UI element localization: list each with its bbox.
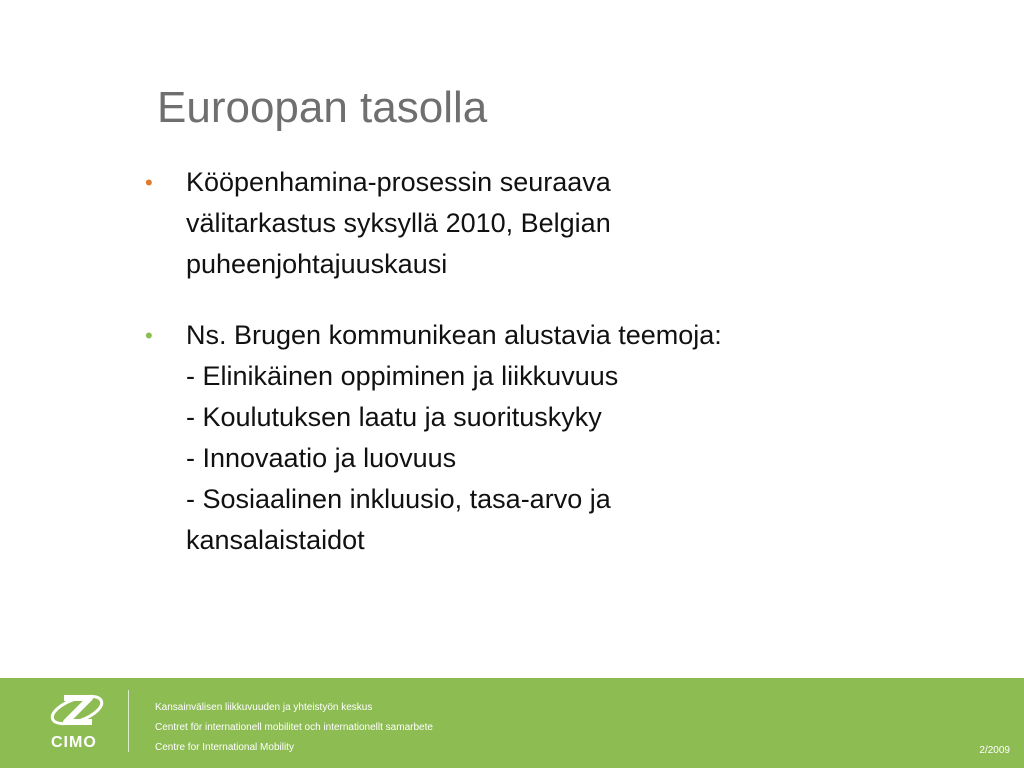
org-name-en: Centre for International Mobility — [155, 742, 294, 753]
cimo-logo-icon — [44, 692, 110, 732]
bullet-dot-icon: • — [145, 170, 153, 195]
slide-title: Euroopan tasolla — [157, 83, 488, 132]
bullet-line: - Sosiaalinen inkluusio, tasa-arvo ja — [186, 484, 611, 514]
footer-divider — [128, 690, 129, 752]
bullet-line: - Koulutuksen laatu ja suorituskyky — [186, 402, 602, 432]
cimo-logo — [44, 692, 110, 756]
bullet-list — [140, 162, 900, 585]
bullet-line: - Innovaatio ja luovuus — [186, 443, 457, 473]
bullet-line: Ns. Brugen kommunikean alustavia teemoja: — [186, 320, 722, 350]
bullet-line: Kööpenhamina-prosessin seuraava — [186, 167, 611, 197]
org-name-fi: Kansainvälisen liikkuvuuden ja yhteistyön keskus — [155, 702, 373, 713]
bullet-line: kansalaistaidot — [186, 525, 365, 555]
bullet-line: - Elinikäinen oppiminen ja liikkuvuus — [186, 361, 619, 391]
bullet-item — [140, 162, 900, 285]
org-name-sv: Centret för internationell mobilitet och internationellt samarbete — [155, 722, 433, 733]
logo-text: CIMO — [51, 734, 97, 751]
page-number: 2/2009 — [979, 745, 1010, 756]
bullet-item — [140, 315, 900, 561]
bullet-line: puheenjohtajuuskausi — [186, 249, 448, 279]
bullet-dot-icon: • — [145, 323, 153, 348]
footer-bar — [0, 678, 1024, 768]
org-names — [155, 698, 433, 758]
bullet-line: välitarkastus syksyllä 2010, Belgian — [186, 208, 611, 238]
